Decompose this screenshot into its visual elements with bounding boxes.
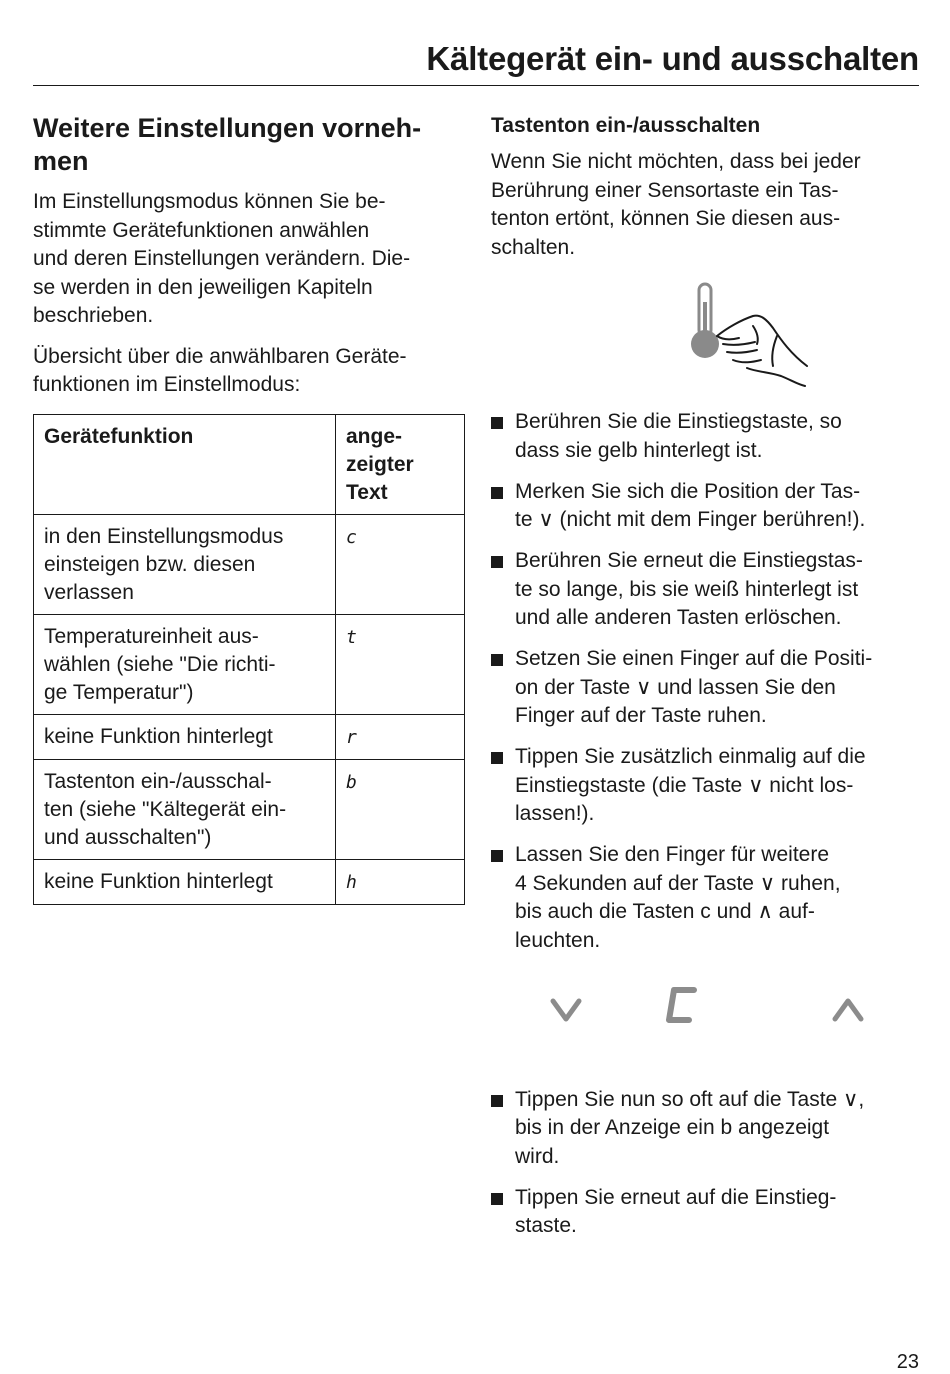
step-text: Tippen Sie zusätzlich einmalig auf die Einstiegstaste (die Taste ∨ nicht los- lassen!). — [515, 745, 866, 825]
table-header-row — [34, 414, 465, 514]
right-column — [491, 112, 921, 1253]
step-text: Berühren Sie erneut die Einstiegstas- te so lange, bis sie weiß hinterlegt ist und alle anderen Tasten erlöschen. — [515, 549, 863, 629]
table-cell-code — [336, 714, 465, 759]
step-text: Tippen Sie erneut auf die Einstieg- staste. — [515, 1185, 837, 1237]
bullet-square-icon — [491, 654, 503, 666]
hand-pointing-icon — [717, 316, 807, 386]
table-cell-code — [336, 759, 465, 859]
lcd-code: r — [346, 726, 357, 748]
key-up-icon — [835, 1001, 861, 1019]
sub-heading: Tastenton ein-/ausschalten — [491, 114, 761, 137]
bullet-square-icon — [491, 1193, 503, 1205]
left-column — [33, 112, 465, 905]
page-header — [33, 36, 919, 86]
lcd-code: b — [346, 771, 357, 793]
page-title: Kältegerät ein- und ausschalten — [426, 40, 919, 77]
table-cell-code — [336, 514, 465, 614]
step-text: Merken Sie sich die Position der Tas- te ∨ (nicht mit dem Finger berühren!). — [515, 479, 866, 531]
bullet-square-icon — [491, 417, 503, 429]
lcd-code: c — [346, 526, 357, 548]
table-cell-function: Tastenton ein-/ausschal- ten (siehe "Kältegerät ein- und ausschalten") — [34, 759, 336, 859]
list-item — [491, 743, 921, 829]
bullet-square-icon — [491, 850, 503, 862]
bullet-square-icon — [491, 752, 503, 764]
lcd-code: t — [346, 626, 357, 648]
thermometer-icon — [491, 280, 921, 398]
table-row — [34, 514, 465, 614]
bullet-square-icon — [491, 556, 503, 568]
sensor-keys-panel — [491, 968, 921, 1078]
table-header-cell: Gerätefunktion — [34, 414, 336, 514]
sensor-touch-illustration — [491, 280, 921, 398]
steps-list — [491, 408, 921, 955]
keys-illustration — [491, 968, 921, 1078]
table-cell-code — [336, 859, 465, 904]
list-item — [491, 478, 921, 535]
list-item — [491, 1184, 921, 1241]
lcd-code: h — [346, 871, 357, 893]
section-heading-line-1: Weitere Einstellungen vorneh- men — [33, 113, 422, 176]
step-text: Berühren Sie die Einstiegstaste, so dass sie gelb hinterlegt ist. — [515, 410, 842, 462]
right-intro-paragraph: Wenn Sie nicht möchten, dass bei jeder Berührung einer Sensortaste ein Tas- tenton ertönt, können Sie diesen aus- schalten. — [491, 150, 861, 259]
list-item — [491, 408, 921, 465]
list-item — [491, 1086, 921, 1172]
section-heading — [33, 112, 465, 178]
bullet-square-icon — [491, 487, 503, 499]
step-text: Tippen Sie nun so oft auf die Taste ∨, bis in der Anzeige ein b angezeigt wird. — [515, 1087, 865, 1168]
list-item — [491, 547, 921, 633]
steps-list-continued — [491, 1086, 921, 1241]
table-row — [34, 714, 465, 759]
table-row — [34, 859, 465, 904]
table-cell-function: in den Einstellungsmodus einsteigen bzw. diesen verlassen — [34, 514, 336, 614]
table-cell-function: keine Funktion hinterlegt — [34, 859, 336, 904]
table-header-cell: ange- zeigter Text — [336, 414, 465, 514]
table-row — [34, 759, 465, 859]
table-cell-function: Temperatureinheit aus- wählen (siehe "Die richti- ge Temperatur") — [34, 614, 336, 714]
step-text: Lassen Sie den Finger für weitere 4 Sekunden auf der Taste ∨ ruhen, bis auch die Tasten c und ∧ auf- leuchten. — [515, 843, 841, 952]
step-text: Setzen Sie einen Finger auf die Positi- on der Taste ∨ und lassen Sie den Finger auf der Taste ruhen. — [515, 647, 873, 727]
overview-paragraph: Übersicht über die anwählbaren Geräte- funktionen im Einstellmodus: — [33, 344, 407, 396]
page-number: 23 — [896, 1351, 919, 1373]
table-row — [34, 614, 465, 714]
list-item — [491, 841, 921, 955]
table-cell-code — [336, 614, 465, 714]
intro-paragraph: Im Einstellungsmodus können Sie be- stimmte Gerätefunktionen anwählen und deren Einstellungen verändern. Die- se werden in den jeweiligen Kapiteln beschrieben. — [33, 190, 411, 327]
bullet-square-icon — [491, 1095, 503, 1107]
display-c-icon — [669, 990, 694, 1020]
key-down-icon — [553, 1001, 579, 1019]
function-table — [33, 414, 465, 905]
table-cell-function: keine Funktion hinterlegt — [34, 714, 336, 759]
list-item — [491, 645, 921, 731]
